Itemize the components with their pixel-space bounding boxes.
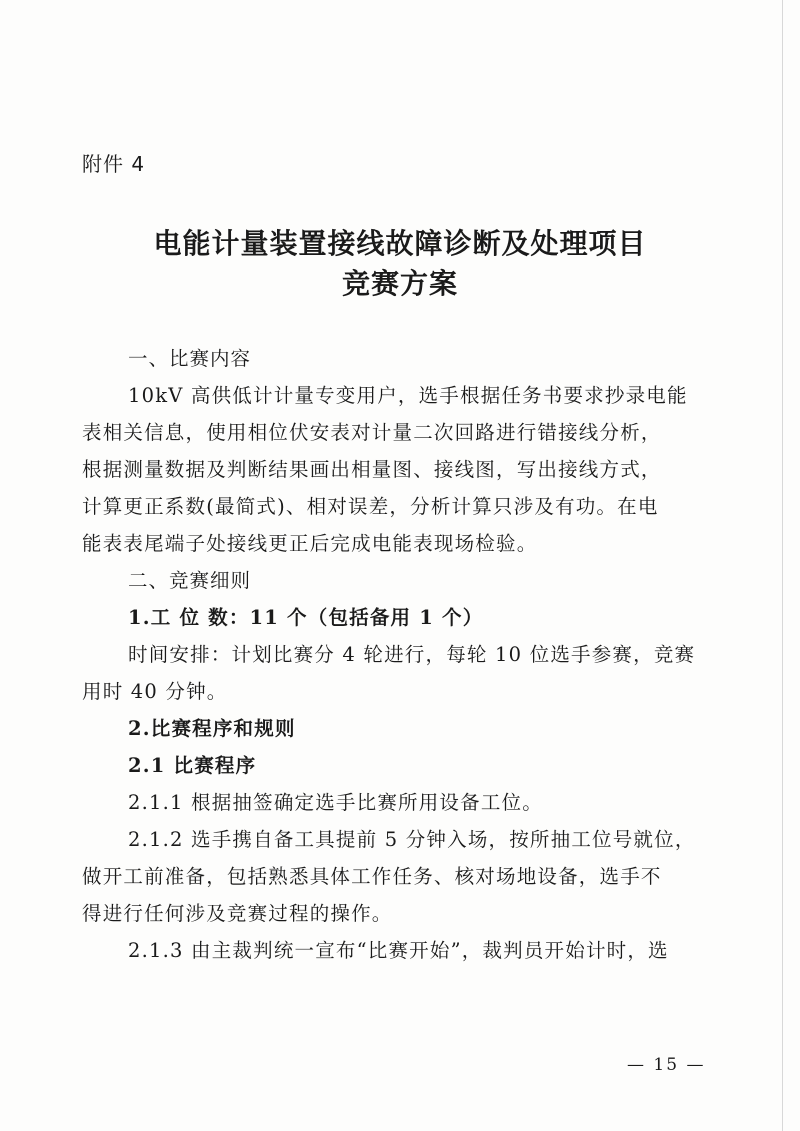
step-2-1-2-line: 得进行任何涉及竞赛过程的操作。 [82, 902, 393, 925]
document-title-line-1: 电能计量装置接线故障诊断及处理项目 [153, 227, 647, 260]
paragraph-line: 时间安排：计划比赛分 4 轮进行，每轮 10 位选手参赛，竞赛 [128, 643, 696, 666]
paragraph-line: 10kV 高供低计计量专变用户，选手根据任务书要求抄录电能 [128, 384, 688, 407]
paragraph-line: 计算更正系数(最简式)、相对误差，分析计算只涉及有功。在电 [82, 495, 659, 518]
step-2-1-2-line: 2.1.2 选手携自备工具提前 5 分钟入场，按所抽工位号就位， [128, 828, 696, 851]
paragraph-line: 表相关信息，使用相位伏安表对计量二次回路进行错接线分析， [82, 421, 662, 444]
section-heading-rules: 二、竞赛细则 [128, 569, 252, 592]
paragraph-line: 根据测量数据及判断结果画出相量图、接线图，写出接线方式， [82, 458, 662, 481]
procedure-subheading: 2.1 比赛程序 [128, 754, 257, 777]
attachment-label: 附件 4 [82, 152, 146, 176]
document-body [82, 340, 696, 969]
step-2-1-2-line: 做开工前准备，包括熟悉具体工作任务、核对场地设备，选手不 [82, 865, 662, 888]
paragraph-line: 能表表尾端子处接线更正后完成电能表现场检验。 [82, 532, 538, 555]
step-2-1-1: 2.1.1 根据抽签确定选手比赛所用设备工位。 [128, 791, 543, 814]
scan-edge-line [782, 0, 783, 1131]
document-title-line-2: 竞赛方案 [341, 267, 458, 300]
workstation-count: 1.工 位 数：11 个（包括备用 1 个） [128, 606, 484, 629]
procedure-heading: 2.比赛程序和规则 [128, 717, 296, 740]
paragraph-line: 用时 40 分钟。 [82, 680, 228, 703]
step-2-1-3: 2.1.3 由主裁判统一宣布“比赛开始”，裁判员开始计时，选 [128, 939, 669, 962]
section-heading-content: 一、比赛内容 [128, 347, 252, 370]
page-number: — 15 — [627, 1055, 706, 1075]
